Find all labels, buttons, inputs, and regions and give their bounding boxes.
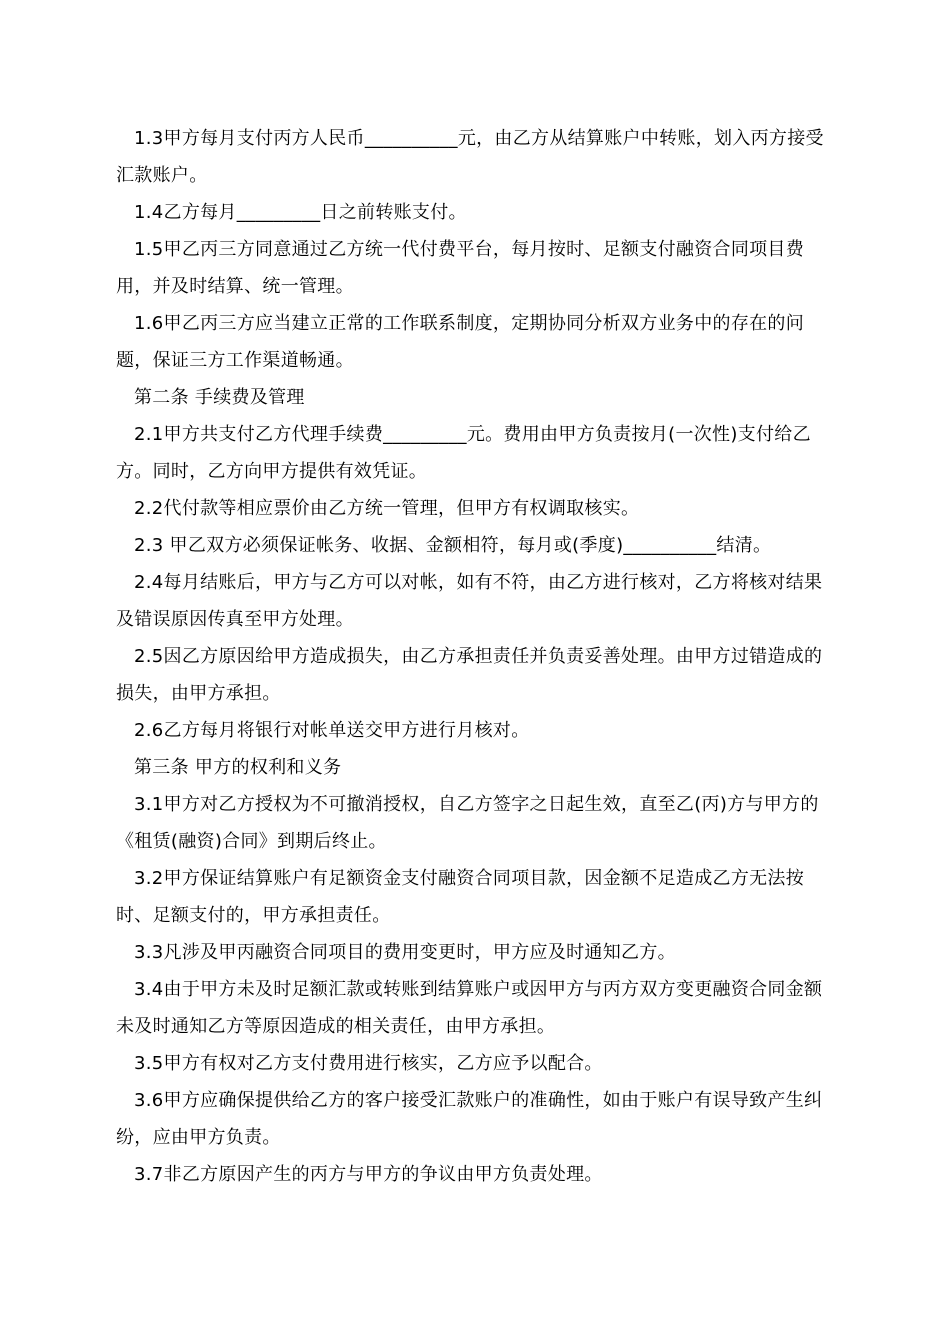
clause-3-3: 3.3凡涉及甲丙融资合同项目的费用变更时，甲方应及时通知乙方。	[134, 942, 676, 963]
clause-3-5: 3.5甲方有权对乙方支付费用进行核实，乙方应予以配合。	[134, 1053, 603, 1074]
clause-3-1: 3.1甲方对乙方授权为不可撤消授权，自乙方签字之日起生效，直至乙(丙)方与甲方的《租赁(融资)合同》到期后终止。	[116, 794, 819, 852]
article-3-heading: 第三条 甲方的权利和义务	[134, 757, 342, 778]
document-body	[116, 120, 836, 1193]
clause-2-4: 2.4每月结账后，甲方与乙方可以对帐，如有不符，由乙方进行核对，乙方将核对结果及错误原因传真至甲方处理。	[116, 572, 823, 630]
clause-3-4: 3.4由于甲方未及时足额汇款或转账到结算账户或因甲方与丙方双方变更融资合同金额未及时通知乙方等原因造成的相关责任，由甲方承担。	[116, 979, 823, 1037]
clause-1-5: 1.5甲乙丙三方同意通过乙方统一代付费平台，每月按时、足额支付融资合同项目费用，并及时结算、统一管理。	[116, 239, 805, 297]
clause-1-3: 1.3甲方每月支付丙方人民币__________元，由乙方从结算账户中转账，划入丙方接受汇款账户。	[116, 128, 824, 186]
article-2-heading: 第二条 手续费及管理	[134, 387, 305, 408]
clause-1-6: 1.6甲乙丙三方应当建立正常的工作联系制度，定期协同分析双方业务中的存在的问题，保证三方工作渠道畅通。	[116, 313, 805, 371]
clause-2-3: 2.3 甲乙双方必须保证帐务、收据、金额相符，每月或(季度)__________结清。	[134, 535, 772, 556]
clause-1-4: 1.4乙方每月_________日之前转账支付。	[134, 202, 467, 223]
clause-2-2: 2.2代付款等相应票价由乙方统一管理，但甲方有权调取核实。	[134, 498, 640, 519]
clause-2-1: 2.1甲方共支付乙方代理手续费_________元。费用由甲方负责按月(一次性)支付给乙方。同时，乙方向甲方提供有效凭证。	[116, 424, 811, 482]
clause-3-6: 3.6甲方应确保提供给乙方的客户接受汇款账户的准确性，如由于账户有误导致产生纠纷，应由甲方负责。	[116, 1090, 823, 1148]
clause-2-5: 2.5因乙方原因给甲方造成损失，由乙方承担责任并负责妥善处理。由甲方过错造成的损失，由甲方承担。	[116, 646, 823, 704]
clause-3-2: 3.2甲方保证结算账户有足额资金支付融资合同项目款，因金额不足造成乙方无法按时、足额支付的，甲方承担责任。	[116, 868, 805, 926]
clause-2-6: 2.6乙方每月将银行对帐单送交甲方进行月核对。	[134, 720, 530, 741]
clause-3-7: 3.7非乙方原因产生的丙方与甲方的争议由甲方负责处理。	[134, 1164, 603, 1185]
